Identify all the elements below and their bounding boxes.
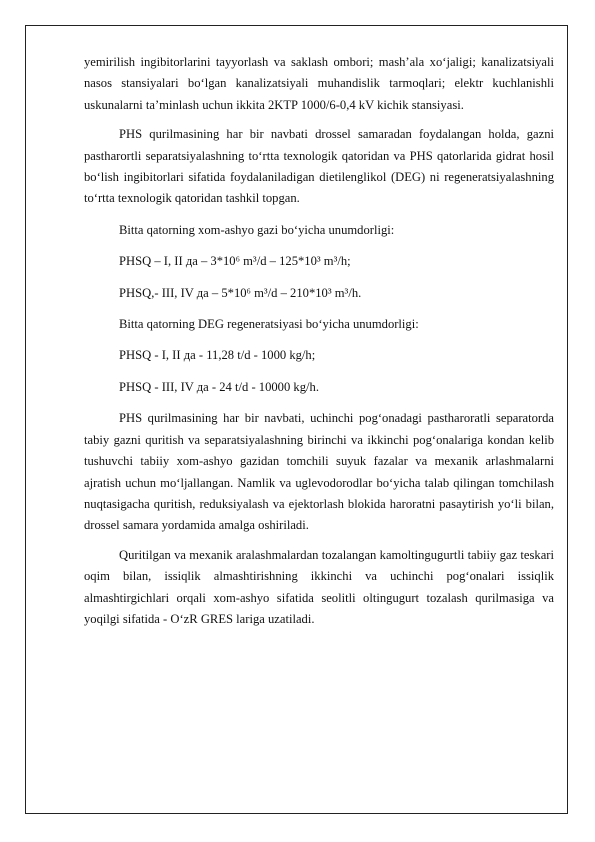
- paragraph-4: Quritilgan va mexanik aralashmalardan tozalangan kamoltingugurtli tabiiy gaz teskari oqim bilan, issiqlik almashtirishning ikkinchi va uchinchi pog‘onalari issiqlik almashtirgichlari orqali xom-ashyo sifatida seolitli oltingugurt tozalash qurilmasiga va yoqilgi sifatida - O‘zR GRES lariga uzatiladi.: [84, 547, 554, 626]
- paragraph-2: PHS qurilmasining har bir navbati drossel samaradan foydalangan holda, gazni pastharortli separatsiyalashning to‘rtta texnologik qatoridan va PHS qatorlarida gidrat hosil bo‘lish ingibitorlari sifatida foydalaniladigan dietilenglikol (DEG) ni regeneratsiyalashning to‘rtta texnologik qatoridan tashkil topgan.: [84, 127, 554, 206]
- paragraph-1: yemirilish ingibitorlarini tayyorlash va saklash ombori; mash’ala xo‘jaligi; kanalizatsiyali nasos stansiyalari bo‘lgan kanalizatsiyali muhandislik tarmoqlari; elektr kuchlanishli uskunalarni ta’minlash uchun ikkita 2KTP 1000/6-0,4 kV kichik stansiyasi.: [84, 55, 554, 112]
- document-body: [84, 52, 554, 630]
- paragraph-3: PHS qurilmasining har bir navbati, uchinchi pog‘onadagi pastharoratli separatorda tabiy gazni quritish va separatsiyalashning birinchi va ikkinchi pog‘onalariga kondan kelib tushuvchi tabiiy xom-ashyo gazidan tomchili suyuk fazalar va mexanik arlashmalarni ajratish uchun mo‘ljallangan. Namlik va uglevodorodlar bo‘yicha talab qilingan tomchilash nuqtasigacha quritish, reduksiyalash va ejektorlash blokida haroratni pasaytirish yo‘li bilan, drossel samara yordamida amalga oshiriladi.: [84, 411, 554, 533]
- line-gas-capacity-2: PHSQ,- III, IV да – 5*10⁶ m³/d – 210*10³ m³/h.: [119, 285, 362, 300]
- line-deg-capacity-2: PHSQ - III, IV да - 24 t/d - 10000 kg/h.: [119, 379, 319, 394]
- line-deg-capacity-heading: Bitta qatorning DEG regeneratsiyasi bo‘yicha unumdorligi:: [119, 317, 419, 332]
- line-deg-capacity-1: PHSQ - I, II да - 11,28 t/d - 1000 kg/h;: [119, 348, 316, 363]
- line-gas-capacity-1: PHSQ – I, II да – 3*10⁶ m³/d – 125*10³ m³/h;: [119, 254, 351, 269]
- line-gas-capacity-heading: Bitta qatorning xom-ashyo gazi bo‘yicha unumdorligi:: [119, 222, 395, 237]
